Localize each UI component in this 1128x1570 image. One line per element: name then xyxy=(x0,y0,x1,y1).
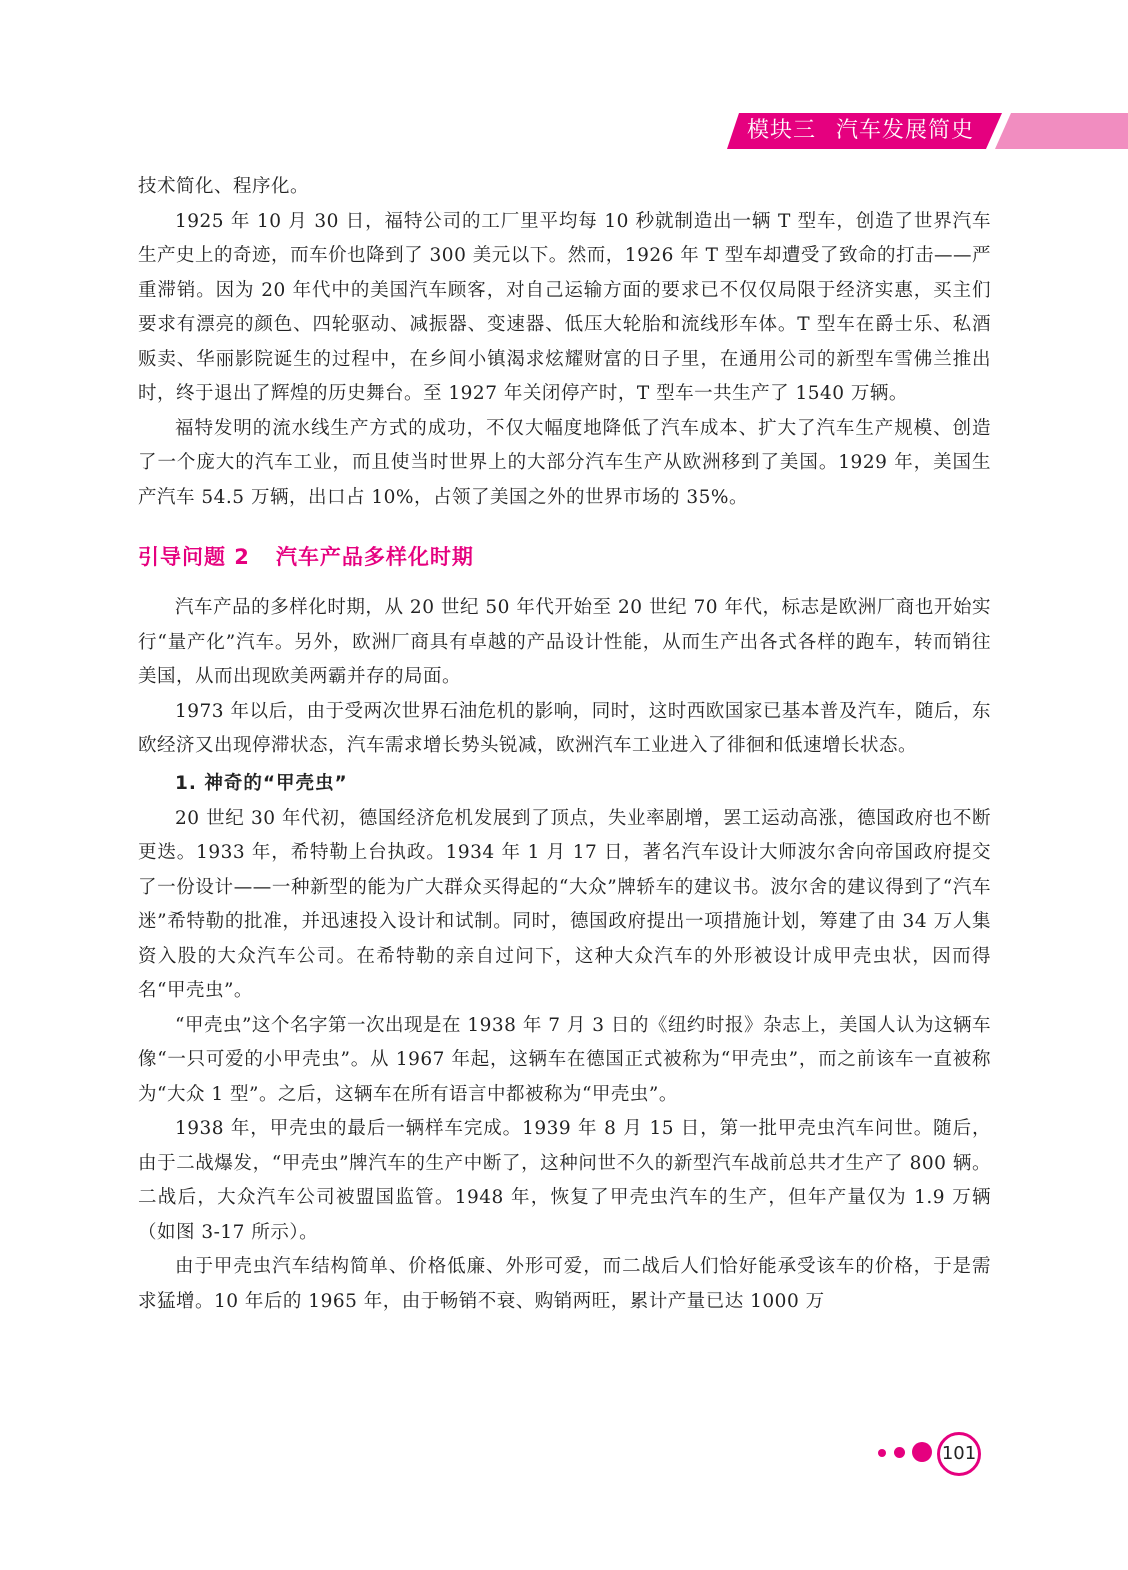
decorative-dot-medium xyxy=(894,1447,905,1458)
module-title xyxy=(747,113,974,149)
paragraph: 1973 年以后，由于受两次世界石油危机的影响，同时，这时西欧国家已基本普及汽车，随后，东欧经济又出现停滞状态，汽车需求增长势头锐减，欧洲汽车工业进入了徘徊和低速增长状态。 xyxy=(138,700,991,756)
module-name: 汽车发展简史 xyxy=(836,118,975,143)
page-number-badge xyxy=(873,1432,993,1476)
header-light-pink-shape xyxy=(995,113,1128,149)
paragraph: 福特发明的流水线生产方式的成功，不仅大幅度地降低了汽车成本、扩大了汽车生产规模、创造了一个庞大的汽车工业，而且使当时世界上的大部分汽车生产从欧洲移到了美国。1929 年，美国生产汽车 54.5 万辆，出口占 10%，占领了美国之外的世界市场的 35%。 xyxy=(138,417,991,508)
module-label: 模块三 xyxy=(747,118,817,143)
paragraph: 20 世纪 30 年代初，德国经济危机发展到了顶点，失业率剧增，罢工运动高涨，德国政府也不断更迭。1933 年，希特勒上台执政。1934 年 1 月 17 日，著名汽车设计大师波尔舍向帝国政府提交了一份设计——一种新型的能为广大群众买得起的“大众”牌轿车的建议书。波尔舍的建议得到了“汽车迷”希特勒的批准，并迅速投入设计和试制。同时，德国政府提出一项措施计划，筹建了由 34 万人集资入股的大众汽车公司。在希特勒的亲自过问下，这种大众汽车的外形被设计成甲壳虫状，因而得名“甲壳虫”。 xyxy=(138,807,991,1001)
module-header-band xyxy=(727,113,1128,149)
paragraph: 由于甲壳虫汽车结构简单、价格低廉、外形可爱，而二战后人们恰好能承受该车的价格，于是需求猛增。10 年后的 1965 年，由于畅销不衰、购销两旺，累计产量已达 1000 万 xyxy=(138,1256,991,1312)
paragraph: 1925 年 10 月 30 日，福特公司的工厂里平均每 10 秒就制造出一辆 T 型车，创造了世界汽车生产史上的奇迹，而车价也降到了 300 美元以下。然而，1926 年 T 型车却遭受了致命的打击——严重滞销。因为 20 年代中的美国汽车顾客，对自己运输方面的要求已不仅仅局限于经济实惠，买主们要求有漂亮的颜色、四轮驱动、减振器、变速器、低压大轮胎和流线形车体。T 型车在爵士乐、私酒贩卖、华丽影院诞生的过程中，在乡间小镇渴求炫耀财富的日子里，在通用公司的新型车雪佛兰推出时，终于退出了辉煌的历史舞台。至 1927 年关闭停产时，T 型车一共生产了 1540 万辆。 xyxy=(138,210,991,404)
paragraph: 汽车产品的多样化时期，从 20 世纪 50 年代开始至 20 世纪 70 年代，标志是欧洲厂商也开始实行“量产化”汽车。另外，欧洲厂商具有卓越的产品设计性能，从而生产出各式各样的跑车，转而销往美国，从而出现欧美两霸并存的局面。 xyxy=(138,597,991,687)
section-heading xyxy=(138,539,991,575)
paragraph: 技术简化、程序化。 xyxy=(138,176,310,197)
section-label: 引导问题 2 xyxy=(138,545,250,569)
page-body xyxy=(138,170,991,1319)
paragraph: “甲壳虫”这个名字第一次出现是在 1938 年 7 月 3 日的《纽约时报》杂志上，美国人认为这辆车像“一只可爱的小甲壳虫”。从 1967 年起，这辆车在德国正式被称为“甲壳虫”，而之前该车一直被称为“大众 1 型”。之后，这辆车在所有语言中都被称为“甲壳虫”。 xyxy=(138,1014,991,1105)
page-number: 101 xyxy=(937,1432,981,1476)
decorative-dot-large xyxy=(912,1442,932,1462)
section-title: 汽车产品多样化时期 xyxy=(275,545,474,569)
decorative-dot-small xyxy=(878,1449,886,1457)
paragraph: 1938 年，甲壳虫的最后一辆样车完成。1939 年 8 月 15 日，第一批甲壳虫汽车问世。随后，由于二战爆发，“甲壳虫”牌汽车的生产中断了，这种问世不久的新型汽车战前总共才生产了 800 辆。二战后，大众汽车公司被盟国监管。1948 年，恢复了甲壳虫汽车的生产，但年产量仅为 1.9 万辆（如图 3-17 所示）。 xyxy=(138,1118,991,1243)
subsection-heading: 1. 神奇的“甲壳虫” xyxy=(175,772,348,794)
